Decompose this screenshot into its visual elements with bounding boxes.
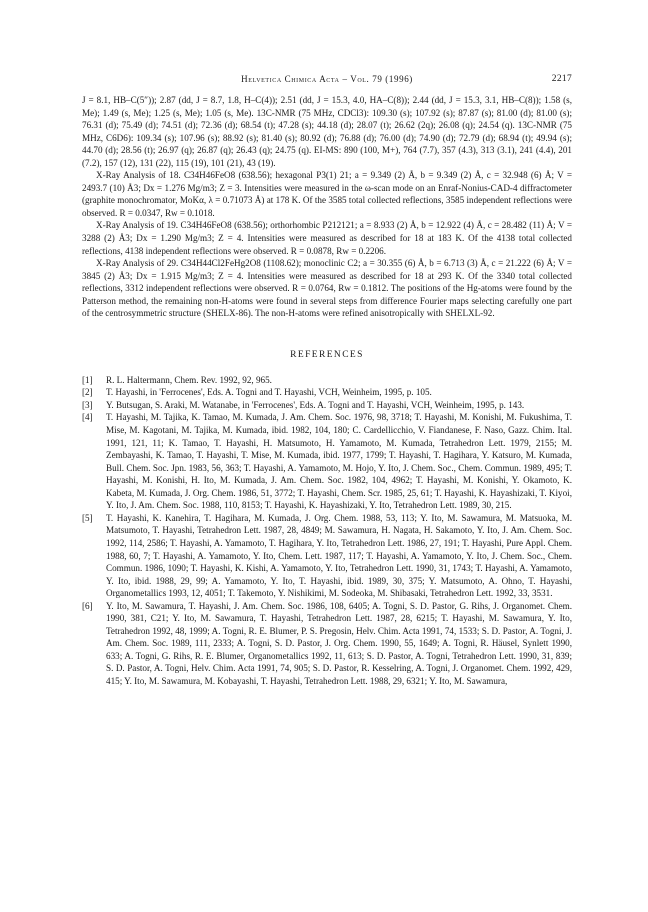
reference-text: R. L. Haltermann, Chem. Rev. 1992, 92, 965. (106, 374, 272, 385)
reference-item (82, 374, 572, 387)
reference-text: Y. Butsugan, S. Araki, M. Watanabe, in 'Ferrocenes', Eds. A. Togni and T. Hayashi, VCH, Weinheim, 1995, p. 143. (106, 399, 525, 410)
reference-text: T. Hayashi, K. Kanehira, T. Hagihara, M. Kumada, J. Org. Chem. 1988, 53, 113; Y. Ito, M. Sawamura, M. Matsuoka, M. Matsumoto, T. Hayashi, Tetrahedron Lett. 1987, 28, 4849; M. Sawamura, H. Nagata, H. Sakamoto, Y. Ito, J. Am. Chem. Soc. 1992, 114, 2586; T. Hayashi, A. Yamamoto, T. Hagihara, Y. Ito, Tetrahedron Lett. 1986, 27, 191; T. Hayashi, Pure Appl. Chem. 1988, 60, 7; T. Hayashi, A. Yamamoto, Y. Ito, Chem. Lett. 1987, 117; T. Hayashi, A. Yamamoto, Y. Ito, J. Chem. Soc., Chem. Commun. 1986, 1090; T. Hayashi, K. Kishi, A. Yamamoto, Y. Ito, Tetrahedron Lett. 1990, 31, 1743; T. Hayashi, A. Yamamoto, Y. Ito, ibid. 1988, 29, 99; A. Yamamoto, Y. Ito, T. Hayashi, ibid. 1989, 30, 375; Y. Matsumoto, A. Ohno, T. Hayashi, Organometallics 1993, 12, 4051; T. Takemoto, Y. Nishikimi, M. Sodeoka, M. Shibasaki, Tetrahedron Lett. 1992, 33, 3531. (106, 512, 572, 599)
experimental-text (82, 94, 572, 320)
xray-18-paragraph: X-Ray Analysis of 18. C34H46FeO8 (638.56); hexagonal P3(1) 21; a = 9.349 (2) Å, b = 9.349 (2) Å, c = 32.948 (6) Å; V = 2493.7 (10) Å3; Dx = 1.276 Mg/m3; Z = 3. Intensities were measured in the ω-scan mode on an Enraf-Nonius-CAD-4 diffractometer (graphite monochromator, MoKα, λ = 0.71073 Å) at 178 K. Of the 3585 total collected reflections, 3585 independent reflections were observed. R = 0.0347, Rw = 0.1018. (82, 170, 572, 218)
reference-text: T. Hayashi, in 'Ferrocenes', Eds. A. Togni and T. Hayashi, VCH, Weinheim, 1995, p. 105. (106, 387, 432, 398)
reference-number: [5] (82, 512, 93, 523)
reference-item (82, 386, 572, 399)
journal-page (82, 74, 572, 688)
reference-item (82, 411, 572, 511)
reference-number: [6] (82, 600, 93, 611)
nmr-ms-paragraph: J = 8.1, HB–C(5″)); 2.87 (dd, J = 8.7, 1.8, H–C(4)); 2.51 (dd, J = 15.3, 4.0, HA–C(8)); 2.44 (dd, J = 15.3, 3.1, HB–C(8)); 1.58 (s, Me); 1.49 (s, Me); 1.25 (s, Me); 1.05 (s, Me). 13C-NMR (75 MHz, CDCl3): 109.30 (s); 107.92 (s); 87.87 (s); 81.00 (d); 81.00 (s); 76.31 (d); 75.49 (d); 74.51 (d); 72.36 (d); 68.54 (t); 47.28 (s); 44.18 (d); 28.07 (t); 26.62 (2q); 26.08 (q); 24.54 (q). 13C-NMR (75 MHz, C6D6): 109.34 (s); 107.96 (s); 88.92 (s); 81.40 (s); 80.92 (d); 76.88 (d); 76.00 (d); 74.90 (d); 72.79 (d); 68.94 (t); 49.94 (s); 44.70 (d); 28.56 (t); 26.97 (q); 26.87 (q); 26.43 (q); 24.75 (q). EI-MS: 890 (100, M+), 764 (7.7), 357 (4.3), 313 (3.1), 241 (4.4), 201 (7.2), 157 (12), 131 (22), 115 (19), 101 (21), 43 (19). (82, 95, 572, 168)
reference-number: [1] (82, 374, 93, 385)
journal-title: Helvetica Chimica Acta – Vol. 79 (1996) (241, 74, 413, 84)
reference-number: [2] (82, 387, 93, 398)
references-list (82, 374, 572, 688)
reference-text: T. Hayashi, M. Tajika, K. Tamao, M. Kumada, J. Am. Chem. Soc. 1976, 98, 3718; T. Hayashi, M. Konishi, M. Fukushima, T. Mise, M. Kagotani, M. Tajika, M. Kumada, ibid. 1982, 104, 180; C. Cardellicchio, V. Fiandanese, F. Naso, Gazz. Chim. Ital. 1991, 121, 11; K. Tamao, T. Hayashi, H. Matsumoto, H. Yamamoto, M. Kumada, Tetrahedron Lett. 1979, 2155; M. Zembayashi, K. Tamao, T. Hayashi, T. Mise, M. Kumada, ibid. 1977, 1799; T. Hayashi, T. Hagihara, Y. Katsuro, M. Kumada, Bull. Chem. Soc. Jpn. 1983, 56, 363; T. Hayashi, A. Yamamoto, M. Hojo, Y. Ito, J. Chem. Soc., Chem. Commun. 1989, 495; T. Hayashi, M. Konishi, H. Ito, M. Kumada, J. Am. Chem. Soc. 1982, 104, 4962; T. Hayashi, M. Konishi, Y. Okamoto, K. Kabeta, M. Kumada, J. Org. Chem. 1986, 51, 3772; T. Hayashi, Chem. Scr. 1985, 25, 61; T. Hayashi, K. Hayashizaki, T. Kiyoi, Y. Ito, J. Am. Chem. Soc. 1988, 110, 8153; T. Hayashi, K. Hayashizaki, Y. Ito, Tetrahedron Lett. 1989, 30, 215. (106, 412, 572, 511)
page-number: 2217 (551, 74, 572, 84)
reference-number: [3] (82, 399, 93, 410)
reference-text: Y. Ito, M. Sawamura, T. Hayashi, J. Am. Chem. Soc. 1986, 108, 6405; A. Togni, S. D. Pastor, G. Rihs, J. Organomet. Chem. 1990, 381, C21; Y. Ito, M. Sawamura, T. Hayashi, Tetrahedron Lett. 1987, 28, 6215; T. Hayashi, M. Sawamura, Y. Ito, Tetrahedron 1992, 48, 1999; A. Togni, R. E. Blumer, P. S. Pregosin, Helv. Chim. Acta 1991, 74, 1533; S. D. Pastor, A. Togni, J. Am. Chem. Soc. 1989, 111, 2333; A. Togni, S. D. Pastor, J. Org. Chem. 1990, 55, 1649; A. Togni, R. Häusel, Synlett 1990, 633; A. Togni, G. Rihs, R. E. Blumer, Organometallics 1992, 11, 613; S. D. Pastor, A. Togni, Tetrahedron Lett. 1990, 31, 839; S. D. Pastor, A. Togni, Helv. Chim. Acta 1991, 74, 905; S. D. Pastor, R. Kesselring, A. Togni, J. Organomet. Chem. 1992, 429, 415; Y. Ito, M. Sawamura, M. Kobayashi, T. Hayashi, Tetrahedron Lett. 1988, 29, 6321; Y. Ito, M. Sawamura, (106, 600, 572, 686)
xray-19-paragraph: X-Ray Analysis of 19. C34H46FeO8 (638.56); orthorhombic P212121; a = 8.933 (2) Å, b = 12.922 (4) Å, c = 28.482 (11) Å; V = 3288 (2) Å3; Dx = 1.290 Mg/m3; Z = 4. Intensities were measured as described for 18 at 183 K. Of the 4138 total collected reflections, 4138 independent reflections were observed. R = 0.0878, Rw = 0.2206. (82, 220, 572, 256)
references-heading: REFERENCES (290, 349, 364, 360)
reference-item (82, 399, 572, 412)
reference-item (82, 600, 572, 688)
running-head (82, 74, 572, 90)
xray-29-paragraph: X-Ray Analysis of 29. C34H44Cl2FeHg2O8 (1108.62); monoclinic C2; a = 30.355 (6) Å, b = 6.713 (3) Å, c = 21.222 (6) Å; V = 3845 (2) Å3; Dx = 1.915 Mg/m3; Z = 4. Intensities were measured as described for 18 at 293 K. Of the 3340 total collected reflections, 3312 independent reflections were observed. R = 0.0764, Rw = 0.1812. The positions of the Hg-atoms were found by the Patterson method, the remaining non-H-atoms were found in several steps from difference Fourier maps selecting carefully one part of the centrosymmetric structure (SHELX-86). The non-H-atoms were refined anisotropically with SHELXL-92. (82, 258, 572, 319)
reference-number: [4] (82, 412, 93, 423)
reference-item (82, 512, 572, 600)
